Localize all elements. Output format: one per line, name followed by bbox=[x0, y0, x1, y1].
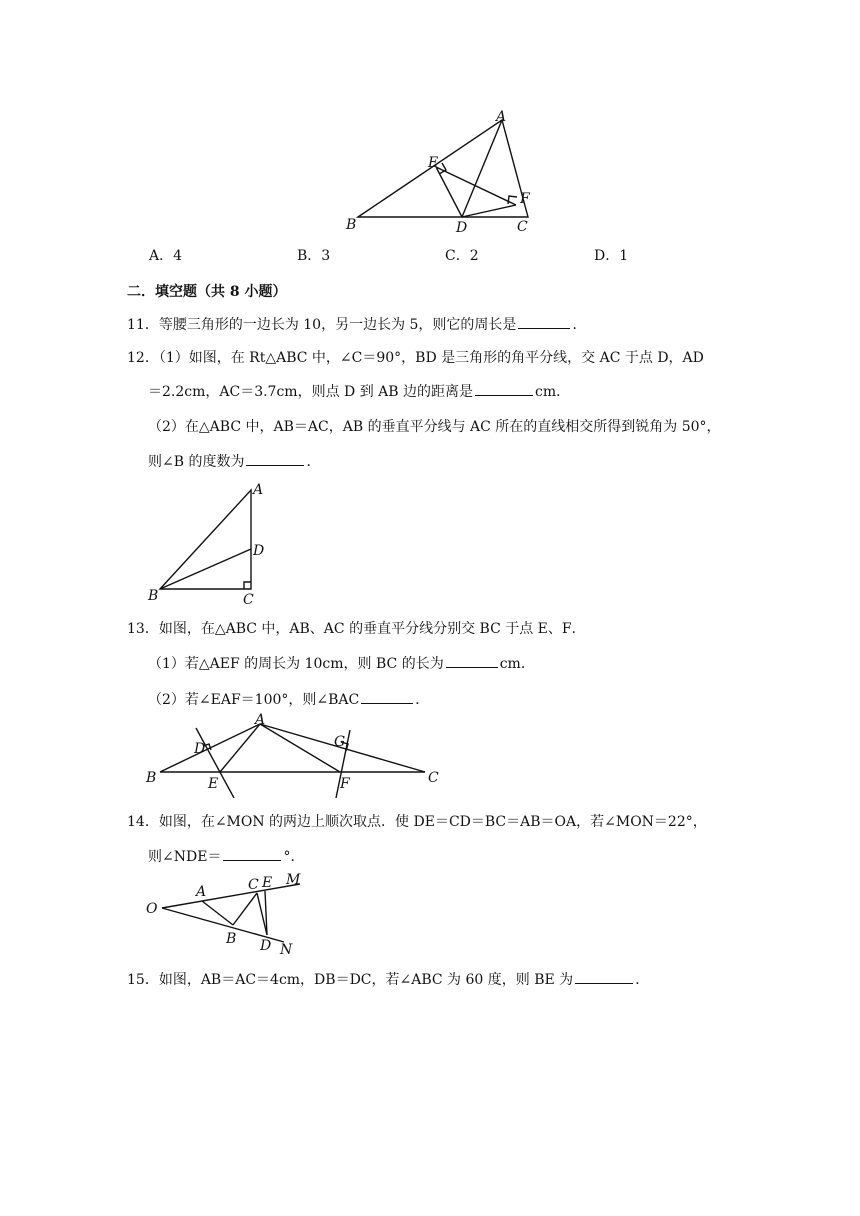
q15-answer-blank[interactable] bbox=[575, 969, 633, 984]
q14-label-n: N bbox=[280, 942, 293, 958]
q13-line2-text: （1）若△AEF 的周长为 10cm，则 BC 的长为 bbox=[148, 656, 444, 672]
q12-line3: （2）在△ABC 中，AB＝AC，AB 的垂直平分线与 AC 所在的直线相交所得到锐角为 50°， bbox=[148, 419, 721, 435]
q12-segment-bd bbox=[160, 549, 251, 589]
q15-end: ． bbox=[635, 972, 650, 988]
q13-label-b: B bbox=[146, 770, 157, 786]
q12-label-b: B bbox=[148, 588, 159, 604]
q12-triangle-abc bbox=[160, 490, 251, 589]
q11-answer-blank[interactable] bbox=[518, 314, 570, 329]
q14-line2 bbox=[148, 846, 304, 867]
q14-label-d: D bbox=[260, 938, 272, 954]
q10-figure bbox=[340, 105, 540, 240]
q12-line1: 12．（1）如图，在 Rt△ABC 中，∠C＝90°，BD 是三角形的角平分线，交 AC 于点 D，AD bbox=[127, 350, 704, 366]
q13-label-c: C bbox=[428, 770, 439, 786]
q12-line2-end: cm． bbox=[535, 384, 571, 400]
q14-figure bbox=[140, 870, 310, 962]
q10-option-d[interactable]: D．1 bbox=[594, 248, 629, 264]
q10-label-c: C bbox=[517, 219, 528, 235]
q13-segment-af bbox=[260, 724, 340, 772]
q12-line4 bbox=[148, 451, 320, 472]
q12-label-d: D bbox=[253, 543, 265, 559]
q10-label-d: D bbox=[456, 220, 468, 236]
q10-label-f: F bbox=[520, 191, 530, 207]
q13-answer-blank-2[interactable] bbox=[361, 689, 413, 704]
q13-line3-text: （2）若∠EAF＝100°，则∠BAC bbox=[148, 692, 360, 708]
q14-segment-ab bbox=[202, 901, 233, 925]
q11-end: ． bbox=[572, 317, 587, 333]
q14-line1: 14．如图，在∠MON 的两边上顺次取点．使 DE＝CD＝BC＝AB＝OA，若∠MON＝22°， bbox=[127, 814, 707, 830]
q13-line2-end: cm． bbox=[499, 656, 535, 672]
q10-segment-df bbox=[462, 205, 516, 217]
q10-option-c[interactable]: C．2 bbox=[445, 248, 479, 264]
q13-label-g: G bbox=[334, 734, 346, 750]
q14-label-a: A bbox=[196, 884, 207, 900]
q14-label-e: E bbox=[262, 875, 273, 891]
q12-line2 bbox=[148, 381, 570, 402]
q13-segment-ae bbox=[220, 724, 260, 772]
q14-ray-om bbox=[162, 884, 300, 908]
q12-label-c: C bbox=[243, 592, 254, 608]
q13-figure bbox=[140, 708, 450, 798]
q13-label-f: F bbox=[340, 776, 350, 792]
q13-label-e: E bbox=[208, 776, 219, 792]
q10-segment-ef bbox=[436, 167, 516, 205]
q10-label-a: A bbox=[496, 109, 507, 125]
q14-line2-text: 则∠NDE＝ bbox=[148, 849, 222, 865]
q13-line3-end: ． bbox=[415, 692, 430, 708]
q10-label-e: E bbox=[428, 155, 439, 171]
q12-line2-text: ＝2.2cm，AC＝3.7cm，则点 D 到 AB 边的距离是 bbox=[148, 384, 474, 400]
q14-label-c: C bbox=[248, 877, 259, 893]
q12-right-angle-c bbox=[244, 582, 251, 589]
q15-line bbox=[127, 969, 649, 990]
q14-label-b: B bbox=[226, 931, 237, 947]
q10-triangle-abc bbox=[358, 120, 528, 217]
q13-line3 bbox=[148, 689, 429, 710]
q11-text: 11．等腰三角形的一边长为 10，另一边长为 5，则它的周长是 bbox=[127, 317, 517, 333]
q14-segment-bc bbox=[233, 893, 257, 925]
q13-line2 bbox=[148, 653, 535, 674]
section-title: 二．填空题（共 8 小题） bbox=[127, 284, 287, 300]
q10-segment-ed bbox=[436, 167, 462, 217]
q12-label-a: A bbox=[253, 482, 264, 498]
q14-answer-blank[interactable] bbox=[223, 846, 281, 861]
q15-text: 15．如图，AB＝AC＝4cm，DB＝DC，若∠ABC 为 60 度，则 BE 为 bbox=[127, 972, 574, 988]
q12-line4-end: ． bbox=[306, 454, 321, 470]
q14-label-m: M bbox=[286, 872, 301, 888]
q12-figure bbox=[140, 478, 280, 608]
q13-label-d: D bbox=[194, 741, 206, 757]
q12-answer-blank-2[interactable] bbox=[246, 451, 304, 466]
q12-answer-blank-1[interactable] bbox=[475, 381, 533, 396]
q10-option-b[interactable]: B．3 bbox=[297, 248, 331, 264]
q13-label-a: A bbox=[255, 712, 266, 728]
q10-segment-ad bbox=[462, 120, 502, 217]
q13-answer-blank-1[interactable] bbox=[446, 653, 498, 668]
q13-line1: 13．如图，在△ABC 中，AB、AC 的垂直平分线分别交 BC 于点 E、F． bbox=[127, 621, 586, 637]
q10-label-b: B bbox=[346, 217, 357, 233]
q11-line bbox=[127, 314, 586, 335]
q12-line4-text: 则∠B 的度数为 bbox=[148, 454, 245, 470]
q10-option-a[interactable]: A．4 bbox=[149, 248, 183, 264]
q14-line2-end: °． bbox=[283, 849, 305, 865]
q14-label-o: O bbox=[146, 901, 158, 917]
